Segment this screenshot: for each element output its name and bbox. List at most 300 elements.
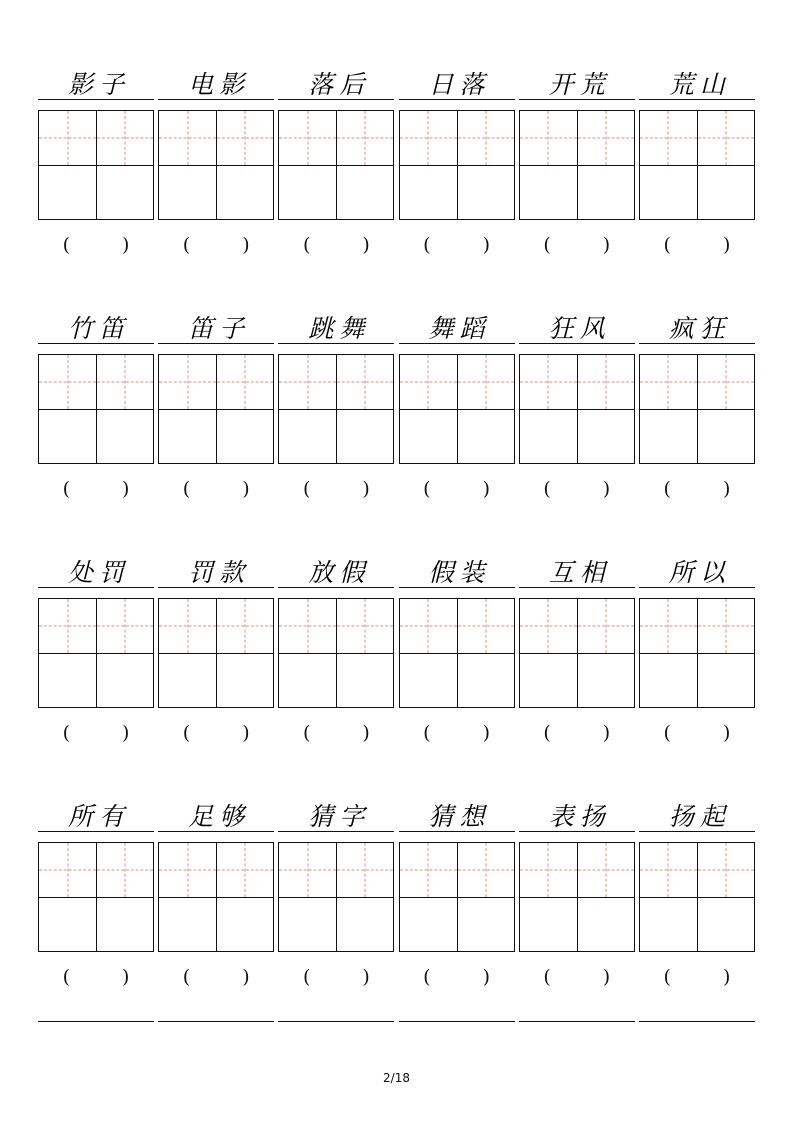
answer-parentheses[interactable] (639, 966, 755, 988)
practice-grid-row (519, 897, 635, 952)
word-column (158, 302, 274, 500)
practice-grid (519, 598, 635, 708)
practice-cell[interactable] (38, 165, 96, 220)
practice-cell[interactable] (457, 843, 515, 898)
paren-right: ) (242, 234, 250, 256)
practice-cell[interactable] (577, 843, 635, 898)
practice-cell[interactable] (158, 843, 216, 898)
practice-cell[interactable] (457, 897, 515, 952)
word-text: 猜想 (428, 802, 491, 831)
practice-cell[interactable] (38, 111, 96, 166)
practice-cell[interactable] (38, 599, 96, 654)
practice-cell[interactable] (399, 409, 457, 464)
word-column (278, 302, 394, 500)
word-column (278, 790, 394, 988)
practice-grid-row (278, 110, 394, 165)
answer-parentheses[interactable] (278, 234, 394, 256)
word-column (38, 546, 154, 744)
practice-cell[interactable] (96, 111, 154, 166)
practice-cell[interactable] (519, 165, 577, 220)
word-column (519, 302, 635, 500)
practice-cell[interactable] (519, 843, 577, 898)
practice-grid (519, 842, 635, 952)
paren-right: ) (722, 478, 731, 500)
word-column (519, 58, 635, 256)
practice-cell[interactable] (158, 599, 216, 654)
practice-grid-row (278, 354, 394, 409)
practice-cell[interactable] (577, 409, 635, 464)
word-heading (158, 58, 274, 100)
practice-cell[interactable] (639, 599, 697, 654)
practice-cell[interactable] (158, 111, 216, 166)
word-heading (158, 302, 274, 344)
word-text: 放假 (308, 558, 371, 587)
paren-right: ) (602, 722, 611, 744)
practice-cell[interactable] (577, 653, 635, 708)
practice-cell[interactable] (399, 599, 457, 654)
practice-grid-row (519, 598, 635, 653)
practice-grid (38, 110, 154, 220)
practice-cell[interactable] (278, 843, 336, 898)
practice-cell[interactable] (216, 355, 274, 410)
answer-parentheses[interactable] (158, 234, 274, 256)
paren-left: ( (663, 478, 671, 500)
word-heading (519, 302, 635, 344)
practice-grid-row (38, 897, 154, 952)
answer-parentheses[interactable] (38, 722, 154, 744)
practice-cell[interactable] (38, 897, 96, 952)
practice-cell[interactable] (96, 409, 154, 464)
practice-grid (639, 354, 755, 464)
answer-parentheses[interactable] (519, 234, 635, 256)
writing-rule (158, 1020, 274, 1022)
practice-cell[interactable] (158, 653, 216, 708)
practice-grid-row (278, 842, 394, 897)
practice-cell[interactable] (639, 897, 697, 952)
answer-parentheses[interactable] (158, 966, 274, 988)
word-text: 猜字 (308, 802, 371, 831)
practice-cell[interactable] (457, 111, 515, 166)
word-column (38, 302, 154, 500)
practice-cell[interactable] (639, 355, 697, 410)
answer-parentheses[interactable] (399, 234, 515, 256)
practice-cell[interactable] (457, 653, 515, 708)
word-heading (158, 790, 274, 832)
practice-cell[interactable] (278, 355, 336, 410)
paren-left: ( (663, 722, 671, 744)
practice-grid-row (158, 110, 274, 165)
answer-parentheses[interactable] (38, 966, 154, 988)
practice-cell[interactable] (216, 409, 274, 464)
practice-grid-row (639, 897, 755, 952)
word-text: 足够 (188, 802, 251, 831)
paren-left: ( (62, 722, 70, 744)
practice-cell[interactable] (457, 165, 515, 220)
practice-grid-row (639, 842, 755, 897)
word-heading (399, 790, 515, 832)
practice-cell[interactable] (399, 111, 457, 166)
practice-grid-row (158, 897, 274, 952)
practice-cell[interactable] (278, 111, 336, 166)
word-heading (639, 302, 755, 344)
answer-parentheses[interactable] (639, 722, 755, 744)
word-column (38, 790, 154, 988)
paren-right: ) (482, 722, 490, 744)
practice-cell[interactable] (639, 409, 697, 464)
answer-parentheses[interactable] (278, 722, 394, 744)
practice-cell[interactable] (278, 165, 336, 220)
practice-grid (158, 354, 274, 464)
answer-parentheses[interactable] (38, 478, 154, 500)
answer-parentheses[interactable] (519, 966, 635, 988)
answer-parentheses[interactable] (399, 966, 515, 988)
practice-grid (399, 110, 515, 220)
paren-left: ( (423, 966, 431, 988)
practice-cell[interactable] (519, 599, 577, 654)
practice-grid-row (278, 653, 394, 708)
paren-left: ( (182, 722, 191, 744)
practice-cell[interactable] (697, 111, 755, 166)
practice-cell[interactable] (336, 355, 394, 410)
word-heading (399, 58, 515, 100)
word-column (519, 790, 635, 988)
paren-left: ( (302, 722, 311, 744)
practice-cell[interactable] (158, 355, 216, 410)
practice-grid (278, 842, 394, 952)
word-columns (0, 58, 793, 256)
practice-grid-row (399, 653, 515, 708)
practice-cell[interactable] (577, 599, 635, 654)
practice-cell[interactable] (96, 653, 154, 708)
word-text: 日落 (428, 70, 491, 99)
practice-cell[interactable] (697, 843, 755, 898)
word-column (158, 546, 274, 744)
paren-right: ) (602, 234, 611, 256)
paren-right: ) (482, 234, 490, 256)
word-text: 疯狂 (668, 314, 731, 343)
practice-grid-row (158, 354, 274, 409)
word-block (0, 790, 793, 1034)
practice-cell[interactable] (457, 409, 515, 464)
page-number: 2/18 (383, 1071, 410, 1085)
practice-cell[interactable] (336, 897, 394, 952)
practice-cell[interactable] (697, 599, 755, 654)
practice-grid-row (38, 409, 154, 464)
practice-grid-row (399, 598, 515, 653)
practice-cell[interactable] (38, 843, 96, 898)
trailing-rule-col (38, 1020, 154, 1022)
word-text: 罚款 (188, 558, 251, 587)
answer-parentheses[interactable] (519, 722, 635, 744)
practice-grid-row (519, 354, 635, 409)
practice-grid (38, 354, 154, 464)
word-columns (0, 790, 793, 988)
word-heading (38, 302, 154, 344)
practice-grid-row (38, 165, 154, 220)
answer-parentheses[interactable] (639, 234, 755, 256)
practice-cell[interactable] (639, 165, 697, 220)
paren-left: ( (423, 722, 431, 744)
practice-grid (158, 842, 274, 952)
practice-grid (38, 598, 154, 708)
practice-cell[interactable] (38, 409, 96, 464)
practice-cell[interactable] (336, 409, 394, 464)
practice-grid-row (278, 897, 394, 952)
practice-cell[interactable] (158, 409, 216, 464)
practice-grid-row (38, 598, 154, 653)
practice-cell[interactable] (216, 653, 274, 708)
practice-grid-row (639, 598, 755, 653)
word-heading (639, 790, 755, 832)
practice-cell[interactable] (519, 355, 577, 410)
practice-cell[interactable] (519, 653, 577, 708)
paren-right: ) (362, 234, 370, 256)
paren-right: ) (362, 966, 370, 988)
word-block (0, 546, 793, 790)
word-heading (278, 58, 394, 100)
practice-cell[interactable] (399, 843, 457, 898)
practice-grid-row (519, 165, 635, 220)
practice-grid (519, 110, 635, 220)
paren-left: ( (302, 966, 311, 988)
word-heading (38, 546, 154, 588)
practice-cell[interactable] (336, 599, 394, 654)
word-heading (639, 546, 755, 588)
practice-cell[interactable] (399, 165, 457, 220)
practice-cell[interactable] (697, 409, 755, 464)
word-text: 跳舞 (308, 314, 371, 343)
word-text: 影子 (67, 70, 130, 99)
paren-right: ) (602, 478, 611, 500)
practice-grid-row (38, 653, 154, 708)
practice-cell[interactable] (336, 653, 394, 708)
trailing-rule-col (399, 1020, 515, 1022)
practice-cell[interactable] (336, 843, 394, 898)
word-text: 舞蹈 (428, 314, 491, 343)
practice-grid (278, 110, 394, 220)
practice-cell[interactable] (577, 165, 635, 220)
practice-grid-row (399, 897, 515, 952)
paren-right: ) (362, 478, 370, 500)
answer-parentheses[interactable] (639, 478, 755, 500)
word-text: 假装 (428, 558, 491, 587)
practice-cell[interactable] (639, 843, 697, 898)
word-column (158, 58, 274, 256)
practice-cell[interactable] (96, 355, 154, 410)
practice-grid-row (519, 842, 635, 897)
practice-cell[interactable] (278, 897, 336, 952)
answer-parentheses[interactable] (399, 722, 515, 744)
writing-rule (399, 1020, 515, 1022)
practice-cell[interactable] (96, 165, 154, 220)
practice-grid-row (399, 842, 515, 897)
paren-left: ( (302, 478, 311, 500)
practice-grid (519, 354, 635, 464)
answer-parentheses[interactable] (399, 478, 515, 500)
practice-cell[interactable] (697, 165, 755, 220)
word-heading (519, 790, 635, 832)
word-text: 扬起 (668, 802, 731, 831)
answer-parentheses[interactable] (38, 234, 154, 256)
practice-cell[interactable] (38, 355, 96, 410)
practice-cell[interactable] (96, 843, 154, 898)
practice-grid (639, 110, 755, 220)
paren-left: ( (543, 234, 551, 256)
paren-left: ( (423, 234, 431, 256)
word-text: 电影 (188, 70, 251, 99)
practice-cell[interactable] (577, 897, 635, 952)
practice-grid (399, 842, 515, 952)
practice-cell[interactable] (639, 111, 697, 166)
word-column (399, 546, 515, 744)
paren-right: ) (242, 722, 250, 744)
practice-cell[interactable] (519, 111, 577, 166)
practice-cell[interactable] (158, 165, 216, 220)
paren-left: ( (423, 478, 431, 500)
practice-grid-row (399, 110, 515, 165)
practice-grid-row (639, 165, 755, 220)
word-column (399, 302, 515, 500)
paren-right: ) (122, 722, 130, 744)
paren-right: ) (362, 722, 370, 744)
word-heading (38, 790, 154, 832)
paren-right: ) (242, 966, 250, 988)
practice-grid-row (278, 598, 394, 653)
word-heading (639, 58, 755, 100)
writing-rule (639, 1020, 755, 1022)
practice-grid-row (639, 409, 755, 464)
paren-left: ( (182, 234, 191, 256)
paren-left: ( (62, 234, 70, 256)
word-column (399, 790, 515, 988)
practice-cell[interactable] (216, 111, 274, 166)
practice-cell[interactable] (399, 897, 457, 952)
practice-grid-row (399, 165, 515, 220)
practice-grid-row (158, 409, 274, 464)
word-column (399, 58, 515, 256)
practice-cell[interactable] (519, 409, 577, 464)
practice-grid (278, 354, 394, 464)
word-text: 狂风 (548, 314, 611, 343)
practice-grid-row (278, 165, 394, 220)
practice-grid-row (399, 354, 515, 409)
practice-cell[interactable] (336, 111, 394, 166)
paren-right: ) (482, 478, 490, 500)
practice-grid (399, 354, 515, 464)
practice-cell[interactable] (697, 653, 755, 708)
paren-left: ( (62, 966, 70, 988)
word-heading (399, 302, 515, 344)
practice-grid-row (519, 409, 635, 464)
practice-grid-row (158, 842, 274, 897)
practice-cell[interactable] (577, 111, 635, 166)
practice-cell[interactable] (519, 897, 577, 952)
answer-parentheses[interactable] (519, 478, 635, 500)
word-column (158, 790, 274, 988)
paren-right: ) (602, 966, 611, 988)
practice-grid-row (38, 354, 154, 409)
practice-grid-row (639, 110, 755, 165)
paren-right: ) (242, 478, 250, 500)
practice-cell[interactable] (216, 897, 274, 952)
answer-parentheses[interactable] (278, 478, 394, 500)
practice-grid-row (158, 653, 274, 708)
practice-cell[interactable] (158, 897, 216, 952)
practice-cell[interactable] (457, 355, 515, 410)
trailing-rule-col (519, 1020, 635, 1022)
practice-grid (38, 842, 154, 952)
answer-parentheses[interactable] (158, 722, 274, 744)
word-heading (278, 302, 394, 344)
word-block (0, 58, 793, 302)
word-text: 所以 (668, 558, 731, 587)
practice-grid-row (38, 110, 154, 165)
practice-grid-row (278, 409, 394, 464)
word-text: 所有 (67, 802, 130, 831)
practice-cell[interactable] (697, 897, 755, 952)
answer-parentheses[interactable] (158, 478, 274, 500)
word-column (639, 546, 755, 744)
word-column (519, 546, 635, 744)
practice-cell[interactable] (216, 165, 274, 220)
word-text: 落后 (308, 70, 371, 99)
practice-cell[interactable] (38, 653, 96, 708)
word-text: 笛子 (188, 314, 251, 343)
practice-grid-row (399, 409, 515, 464)
word-heading (38, 58, 154, 100)
word-column (38, 58, 154, 256)
answer-parentheses[interactable] (278, 966, 394, 988)
practice-cell[interactable] (399, 355, 457, 410)
word-text: 处罚 (67, 558, 130, 587)
paren-left: ( (182, 966, 191, 988)
word-heading (519, 546, 635, 588)
practice-cell[interactable] (336, 165, 394, 220)
word-columns (0, 546, 793, 744)
practice-cell[interactable] (278, 653, 336, 708)
practice-cell[interactable] (96, 599, 154, 654)
writing-rule (38, 1020, 154, 1022)
trailing-rule-col (278, 1020, 394, 1022)
practice-cell[interactable] (278, 599, 336, 654)
word-text: 开荒 (548, 70, 611, 99)
word-text: 竹笛 (67, 314, 130, 343)
word-heading (278, 546, 394, 588)
paren-left: ( (543, 722, 551, 744)
practice-cell[interactable] (697, 355, 755, 410)
word-column (278, 58, 394, 256)
trailing-rules (0, 1020, 793, 1022)
practice-cell[interactable] (278, 409, 336, 464)
practice-cell[interactable] (216, 599, 274, 654)
trailing-rule-col (158, 1020, 274, 1022)
word-column (278, 546, 394, 744)
practice-cell[interactable] (96, 897, 154, 952)
practice-grid (399, 598, 515, 708)
practice-cell[interactable] (216, 843, 274, 898)
paren-right: ) (122, 966, 130, 988)
paren-left: ( (543, 478, 551, 500)
practice-cell[interactable] (399, 653, 457, 708)
word-block (0, 302, 793, 546)
writing-rule (278, 1020, 394, 1022)
practice-cell[interactable] (577, 355, 635, 410)
paren-right: ) (482, 966, 490, 988)
practice-grid (639, 842, 755, 952)
paren-right: ) (722, 234, 731, 256)
practice-cell[interactable] (639, 653, 697, 708)
practice-cell[interactable] (457, 599, 515, 654)
